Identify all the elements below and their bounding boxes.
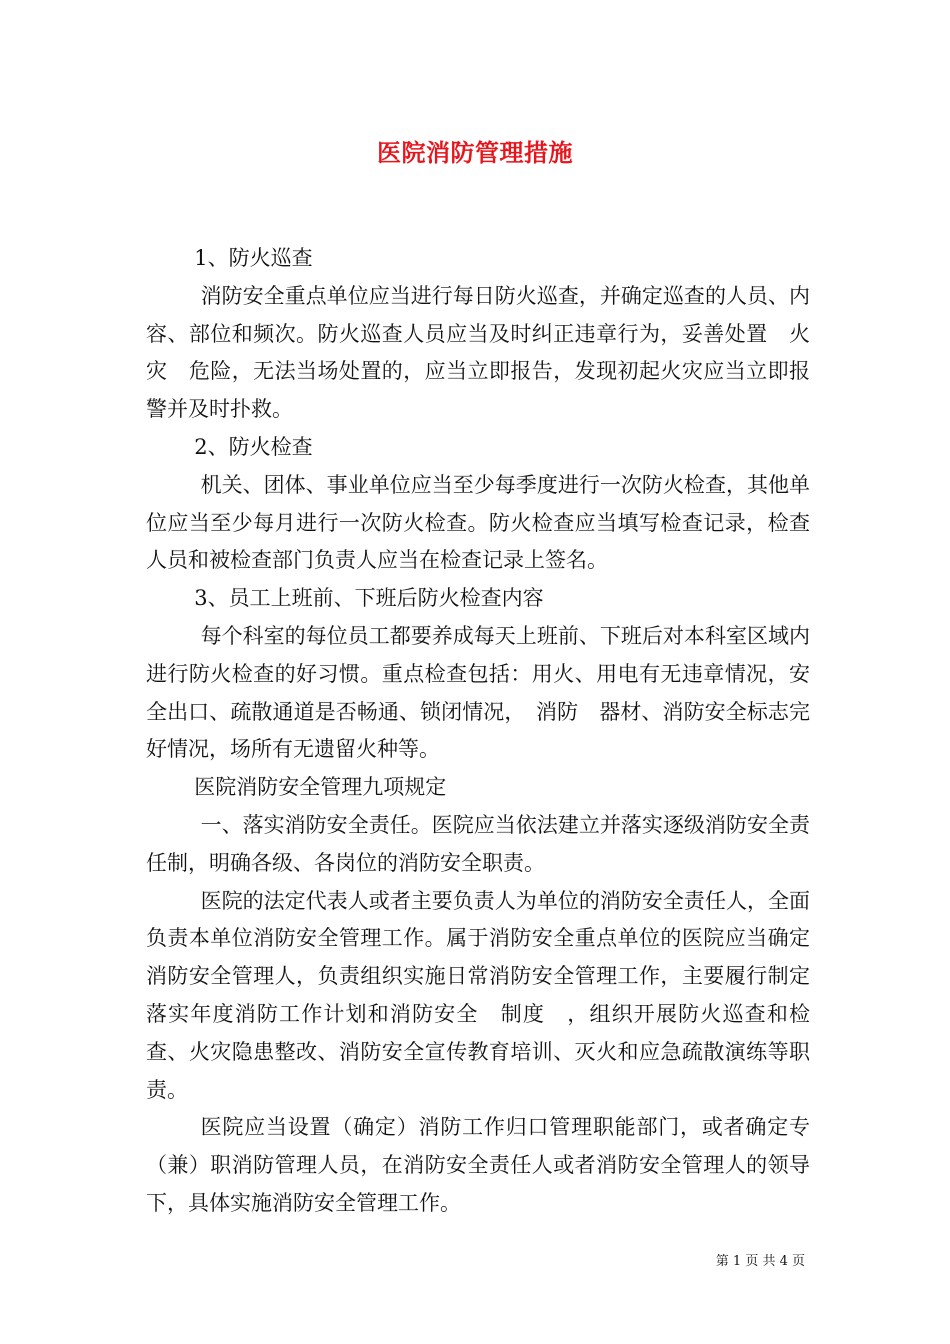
section-heading-inspection: 2、防火检查: [194, 434, 313, 459]
section-heading-staff-check: 3、员工上班前、下班后防火检查内容: [194, 586, 544, 611]
document-title: 医院消防管理措施: [377, 138, 573, 167]
paragraph-responsible-person: 医院的法定代表人或者主要负责人为单位的消防安全责任人，全面负责本单位消防安全管理工作。属于消防安全重点单位的医院应当确定消防安全管理人，负责组织实施日常消防安全管理工作，主要履行制定落实年度消防工作计划和消防安全 制度 ，组织开展防火巡查和检查、火灾隐患整改、消防安全宣传教育培训、灭火和应急疏散演练等职责。: [146, 888, 810, 1102]
section-heading-nine-rules: 医院消防安全管理九项规定: [194, 775, 447, 800]
paragraph-management-department: 医院应当设置（确定）消防工作归口管理职能部门，或者确定专（兼）职消防管理人员，在消防安全责任人或者消防安全管理人的领导下，具体实施消防安全管理工作。: [146, 1115, 810, 1215]
paragraph-staff-check: 每个科室的每位员工都要养成每天上班前、下班后对本科室区域内进行防火检查的好习惯。重点检查包括：用火、用电有无违章情况，安全出口、疏散通道是否畅通、锁闭情况， 消防 器材、消防安全标志完好情况，场所有无遗留火种等。: [146, 623, 810, 762]
page-number-footer: 第 1 页 共 4 页: [715, 1254, 805, 1269]
document-body: [146, 240, 810, 1223]
paragraph-inspection: 机关、团体、事业单位应当至少每季度进行一次防火检查，其他单位应当至少每月进行一次防火检查。防火检查应当填写检查记录，检查人员和被检查部门负责人应当在检查记录上签名。: [146, 472, 810, 573]
section-heading-patrol: 1、防火巡查: [194, 246, 313, 270]
paragraph-rule-one: 一、落实消防安全责任。医院应当依法建立并落实逐级消防安全责任制，明确各级、各岗位的消防安全职责。: [146, 812, 810, 875]
paragraph-patrol: 消防安全重点单位应当进行每日防火巡查，并确定巡查的人员、内容、部位和频次。防火巡查人员应当及时纠正违章行为，妥善处置 火灾 危险，无法当场处置的，应当立即报告，发现初起火灾应当立即报警并及时扑救。: [146, 283, 810, 422]
